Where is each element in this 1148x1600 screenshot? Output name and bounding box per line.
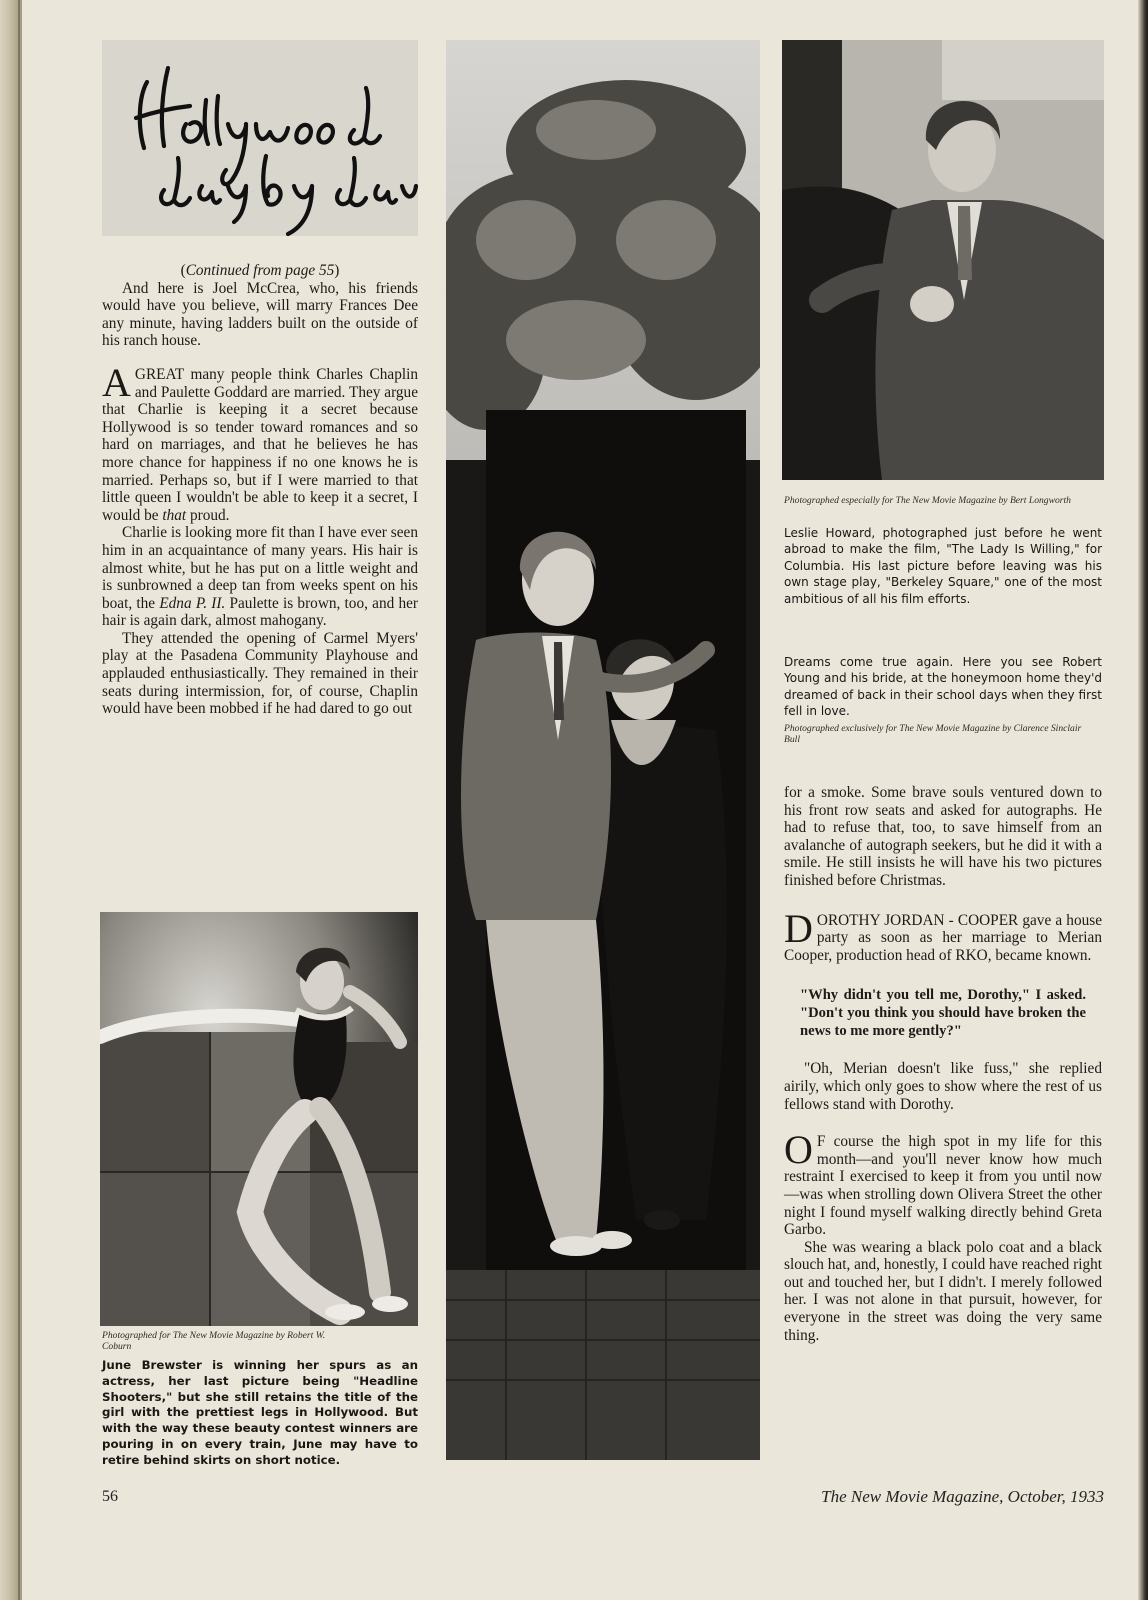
- right-column-text: [784, 784, 1102, 1344]
- leslie-howard-credit: Photographed especially for The New Movie Magazine by Bert Longworth: [784, 495, 1071, 506]
- joel-mccrea-paragraph: And here is Joel McCrea, who, his friends would have you believe, will marry Frances Dee any minute, having ladders built on the outside of his ranch house.: [102, 279, 418, 350]
- left-column-text: [102, 262, 418, 718]
- why-quote: "Why didn't you tell me, Dorothy," I asked. "Don't you think you should have broken the news to me more gently?": [800, 987, 1086, 1040]
- robert-young-caption: Dreams come true again. Here you see Robert Young and his bride, at the honeymoon home they'd dreamed of back in their school days when they first fell in love.: [784, 655, 1102, 719]
- charlie-fit-paragraph: Charlie is looking more fit than I have ever seen him in an acquaintance of many years. His hair is almost white, but he has put on a little weight and is sunbrowned a deep tan from weeks spent on his boat, the Edna P. II. Paulette is brown, too, and her hair is again dark, almost mahogany.: [102, 524, 418, 630]
- drop-cap-d: D: [784, 905, 813, 951]
- robert-young-photo-art: [446, 40, 760, 1460]
- chaplin-paragraph: AGREAT many people think Charles Chaplin and Paulette Goddard are married. They argue that Charlie is keeping it a secret because Hollywood is so tender toward romances and so hard on marriages, and that he believes he has more chance for happiness if no one knows he is married. Perhaps so, but if I were married to that little queen I wouldn't be able to keep it a secret, I would be that proud.: [102, 359, 418, 524]
- drop-cap-o: O: [784, 1127, 813, 1173]
- smoke-paragraph: for a smoke. Some brave souls ventured down to his front row seats and asked for autographs. He had to refuse that, too, to save himself from an avalanche of autograph seekers, but he did it with a smile. He still insists he will have his two pictures finished before Christmas.: [784, 784, 1102, 889]
- gutter-line: [18, 0, 20, 1600]
- column-logo: [102, 40, 418, 236]
- leslie-howard-photo: [782, 40, 1104, 480]
- page-number: 56: [102, 1488, 118, 1505]
- magazine-footer: The New Movie Magazine, October, 1933: [821, 1487, 1104, 1506]
- june-brewster-photo: [100, 912, 418, 1326]
- hollywood-day-by-day-logo: [102, 40, 418, 236]
- leslie-howard-caption: Leslie Howard, photographed just before he went abroad to make the film, "The Lady Is Willing," for Columbia. His last picture before leaving was his own stage play, "Berkeley Square," one of the most ambitious of all his film efforts.: [784, 526, 1102, 606]
- drop-cap: A: [102, 359, 131, 405]
- page-edge: [1138, 0, 1148, 1600]
- june-brewster-credit: Photographed for The New Movie Magazine by Robert W. Coburn: [102, 1330, 326, 1352]
- leslie-howard-photo-art: [782, 40, 1104, 480]
- robert-young-credit: Photographed exclusively for The New Movie Magazine by Clarence Sinclair Bull: [784, 723, 1082, 745]
- robert-young-photo: [446, 40, 760, 1460]
- june-brewster-photo-art: [100, 912, 418, 1326]
- continued-note: (Continued from page 55): [180, 262, 340, 279]
- polo-coat-paragraph: She was wearing a black polo coat and a black slouch hat, and, honestly, I could have reached right out and touched her, but I didn't. I merely followed her. I was not alone in that pursuit, however, for everyone in the street was doing the very same thing.: [784, 1238, 1103, 1344]
- dorothy-jordan-paragraph: DOROTHY JORDAN - COOPER gave a house party as soon as her marriage to Merian Cooper, production head of RKO, became known.: [784, 905, 1102, 964]
- june-brewster-caption: June Brewster is winning her spurs as an actress, her last picture being "Headline Shooters," but she still retains the title of the girl with the prettiest legs in Hollywood. But with the way these beauty contest winners are pouring in on every train, June may have to retire behind skirts on short notice.: [102, 1358, 418, 1467]
- merian-paragraph: "Oh, Merian doesn't like fuss," she replied airily, which only goes to show where the rest of us fellows stand with Dorothy.: [784, 1060, 1102, 1113]
- garbo-paragraph: O F course the high spot in my life for this month—and you'll never know how much restraint I exercised to keep it from you until now—was when strolling down Olivera Street the other night I found myself walking directly behind Greta Garbo.: [784, 1127, 1102, 1239]
- pasadena-paragraph: They attended the opening of Carmel Myers' play at the Pasadena Community Playhouse and applauded enthusiastically. They remained in their seats during intermission, for, of course, Chaplin would have been mobbed if he had dared to go out: [102, 629, 418, 718]
